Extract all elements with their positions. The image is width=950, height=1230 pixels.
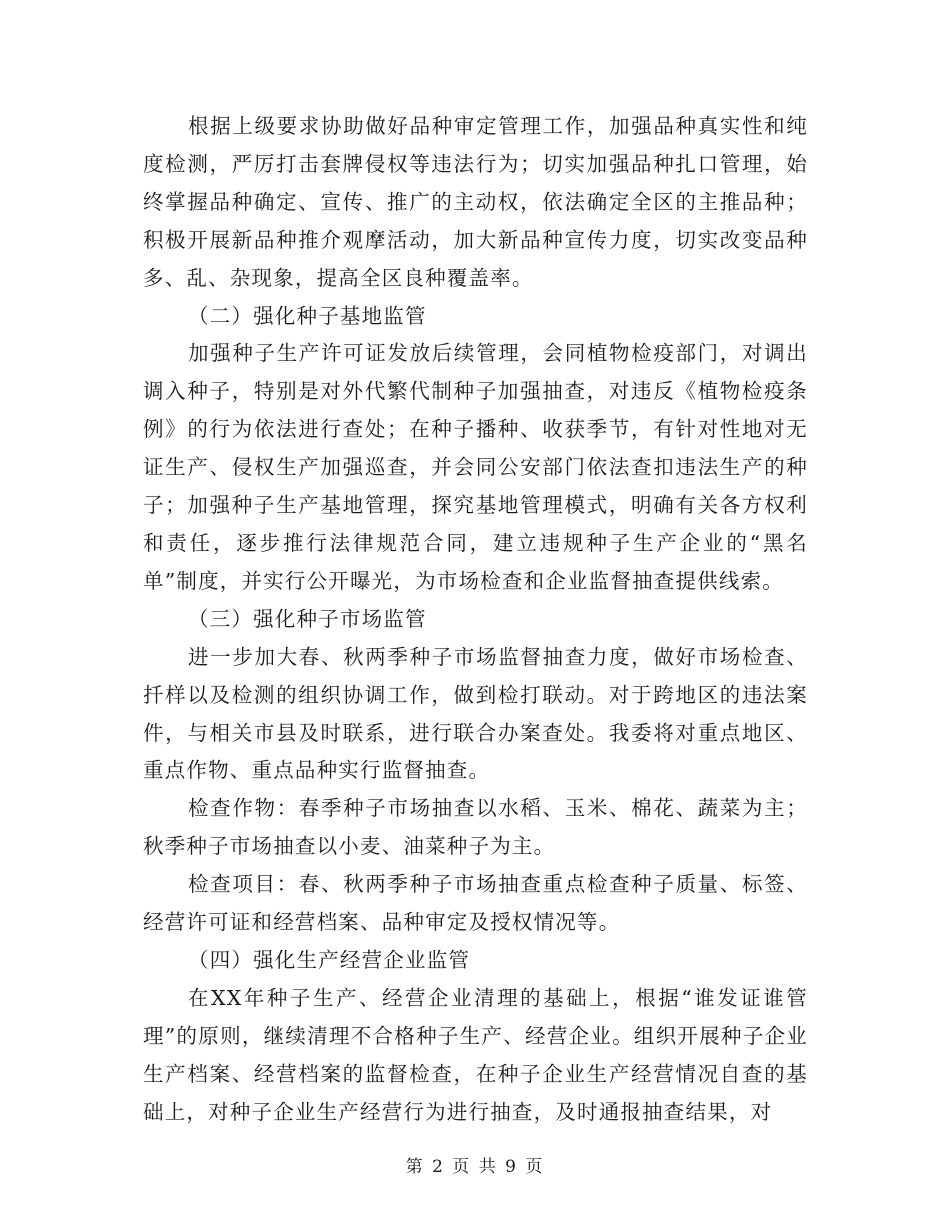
paragraph-seed-market: 进一步加大春、秋两季种子市场监督抽查力度，做好市场检查、扦样以及检测的组织协调工作，做到检打联动。对于跨地区的违法案件，与相关市县及时联系，进行联合办案查处。我委将对重点地区、重点作物、重点品种实行监督抽查。 — [143, 644, 808, 783]
paragraph-variety-management: 根据上级要求协助做好品种审定管理工作，加强品种真实性和纯度检测，严厉打击套牌侵权等违法行为；切实加强品种扎口管理，始终掌握品种确定、宣传、推广的主动权，依法确定全区的主推品种；积极开展新品种推介观摩活动，加大新品种宣传力度，切实改变品种多、乱、杂现象，提高全区良种覆盖率。 — [143, 114, 808, 290]
paragraph-inspection-crops: 检查作物：春季种子市场抽查以水稻、玉米、棉花、蔬菜为主；秋季种子市场抽查以小麦、油菜种子为主。 — [143, 796, 808, 859]
page-number-footer: 第 2 页 共 9 页 — [405, 1157, 545, 1177]
section-heading-seed-base: （二）强化种子基地监管 — [188, 303, 427, 328]
paragraph-seed-base: 加强种子生产许可证发放后续管理，会同植物检疫部门，对调出调入种子，特别是对外代繁代制种子加强抽查，对违反《植物检疫条例》的行为依法进行查处；在种子播种、收获季节，有针对性地对无证生产、侵权生产加强巡查，并会同公安部门依法查扣违法生产的种子；加强种子生产基地管理，探究基地管理模式，明确有关各方权利和责任，逐步推行法律规范合同，建立违规种子生产企业的“黑名单”制度，并实行公开曝光，为市场检查和企业监督抽查提供线索。 — [143, 341, 808, 593]
document-body — [143, 108, 808, 1131]
section-heading-enterprise: （四）强化生产经营企业监管 — [188, 947, 471, 972]
paragraph-inspection-items: 检查项目：春、秋两季种子市场抽查重点检查种子质量、标签、经营许可证和经营档案、品种审定及授权情况等。 — [143, 872, 808, 935]
section-heading-seed-market: （三）强化种子市场监管 — [188, 606, 427, 631]
paragraph-enterprise: 在XX年种子生产、经营企业清理的基础上，根据“谁发证谁管理”的原则，继续清理不合格种子生产、经营企业。组织开展种子企业生产档案、经营档案的监督检查，在种子企业生产经营情况自查的基础上，对种子企业生产经营行为进行抽查，及时通报抽查结果，对 — [143, 985, 808, 1124]
